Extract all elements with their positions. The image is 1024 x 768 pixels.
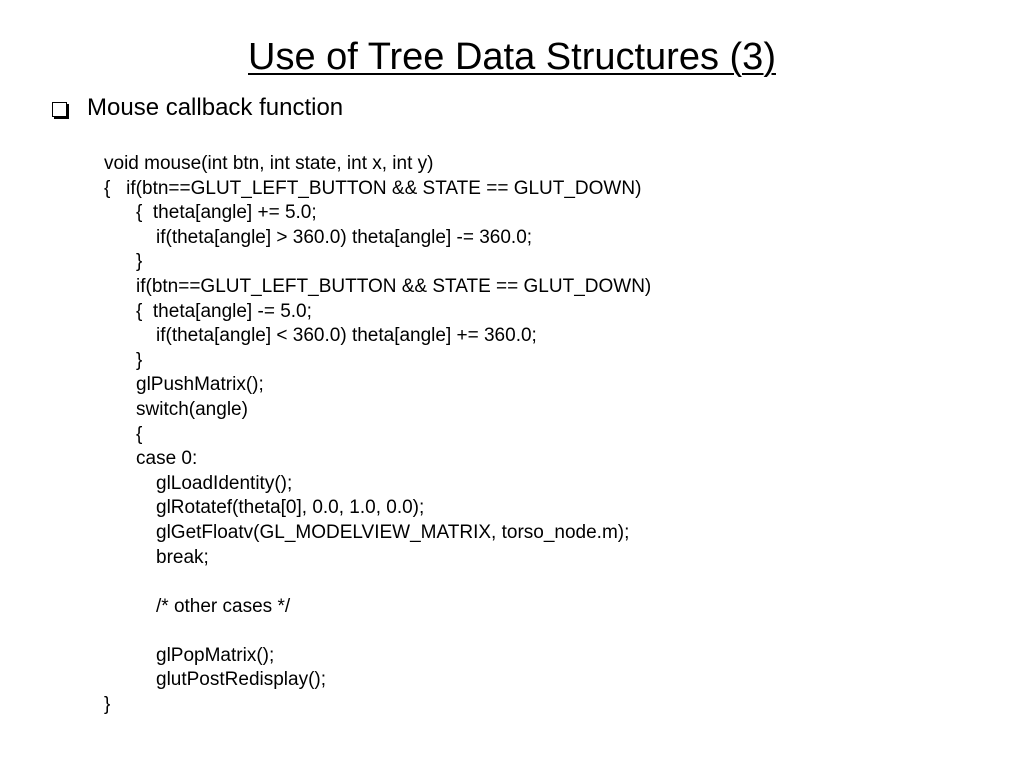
code-line: glPushMatrix(); — [136, 374, 264, 396]
code-block — [104, 152, 651, 718]
code-line: if(btn==GLUT_LEFT_BUTTON && STATE == GLUT_DOWN) — [136, 275, 652, 297]
code-line: } — [104, 694, 111, 716]
code-line: case 0: — [136, 448, 198, 470]
code-line: void mouse(int btn, int state, int x, int y) — [104, 153, 434, 174]
code-line: glLoadIdentity(); — [156, 472, 293, 494]
code-line: if(theta[angle] > 360.0) theta[angle] -= 360.0; — [156, 226, 533, 248]
code-line: { — [136, 423, 143, 445]
code-line: { if(btn==GLUT_LEFT_BUTTON && STATE == GLUT_DOWN) — [104, 177, 642, 199]
code-line: switch(angle) — [136, 398, 248, 420]
code-line: glGetFloatv(GL_MODELVIEW_MATRIX, torso_node.m); — [156, 521, 630, 543]
bullet-item — [52, 92, 343, 124]
code-line: } — [136, 349, 143, 371]
code-line: break; — [156, 546, 209, 568]
code-line: { theta[angle] += 5.0; — [136, 202, 317, 224]
code-line: glPopMatrix(); — [156, 644, 275, 666]
code-line — [104, 570, 651, 595]
bullet-text: Mouse callback function — [87, 94, 344, 121]
code-line: if(theta[angle] < 360.0) theta[angle] += 360.0; — [156, 325, 537, 347]
code-line — [104, 619, 651, 644]
code-line: /* other cases */ — [156, 595, 291, 617]
slide-title: Use of Tree Data Structures (3) — [248, 36, 776, 78]
code-line: glutPostRedisplay(); — [156, 669, 327, 691]
code-line: { theta[angle] -= 5.0; — [136, 300, 312, 322]
code-line: } — [136, 251, 143, 273]
code-line: glRotatef(theta[0], 0.0, 1.0, 0.0); — [156, 497, 425, 519]
checkbox-bullet-icon — [52, 102, 67, 117]
